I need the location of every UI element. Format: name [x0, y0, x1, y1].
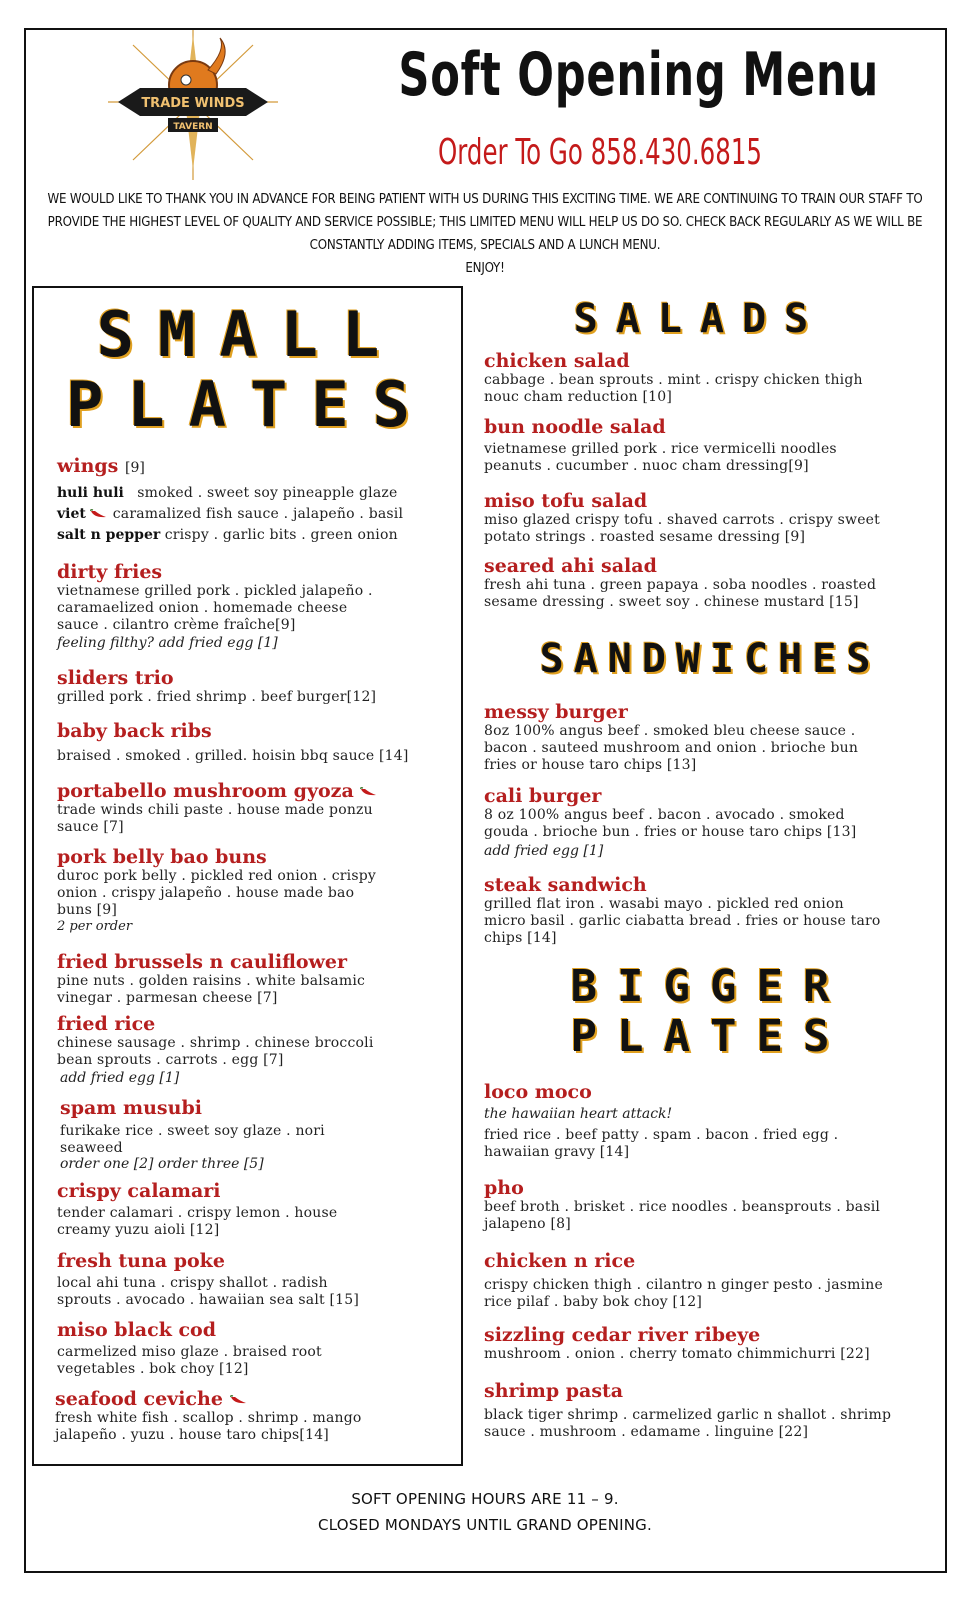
item-name: sizzling cedar river ribeye — [484, 1324, 761, 1346]
salads-title: SALADS — [573, 296, 827, 342]
menu-item-miso-tofu-salad — [484, 490, 934, 546]
item-name: portabello mushroom gyoza — [57, 780, 354, 802]
item-desc: tender calamari . crispy lemon . house — [57, 1205, 338, 1221]
menu-item-shrimp-pasta — [484, 1380, 934, 1441]
menu-item-seared-ahi-salad — [484, 555, 934, 611]
intro-line: ENJOY! — [465, 261, 505, 276]
item-desc: crispy . garlic bits . green onion — [164, 527, 398, 543]
item-desc: nouc cham reduction [10] — [484, 389, 673, 405]
item-desc: miso glazed crispy tofu . shaved carrots . crispy sweet — [484, 512, 880, 528]
title-line: PLATES — [570, 1011, 850, 1062]
menu-item-ceviche — [55, 1388, 455, 1444]
item-desc: buns [9] — [57, 902, 118, 918]
item-name: shrimp pasta — [484, 1380, 624, 1402]
item-desc: vinegar . parmesan cheese [7] — [57, 990, 278, 1006]
menu-item-dirty-fries — [57, 561, 457, 652]
item-name: sliders trio — [57, 667, 174, 689]
item-desc: peanuts . cucumber . nuoc cham dressing[9] — [484, 458, 809, 474]
trade-winds-logo — [108, 30, 278, 180]
item-desc: micro basil . garlic ciabatta bread . fries or house taro — [484, 913, 881, 929]
item-name: bun noodle salad — [484, 416, 666, 438]
item-desc: furikake rice . sweet soy glaze . nori — [60, 1123, 325, 1139]
chili-pepper-icon — [230, 1395, 248, 1405]
menu-item-chicken-salad — [484, 350, 934, 406]
title-line: BIGGER — [570, 961, 850, 1012]
chili-pepper-icon — [90, 509, 108, 519]
menu-item-steak-sandwich — [484, 874, 934, 947]
menu-item-black-cod — [57, 1319, 457, 1378]
footer-line: CLOSED MONDAYS UNTIL GRAND OPENING. — [318, 1516, 652, 1534]
item-desc: grilled flat iron . wasabi mayo . pickled red onion — [484, 896, 844, 912]
item-desc: seaweed — [60, 1140, 123, 1156]
wing-style-label: salt n pepper — [57, 527, 161, 543]
item-note: the hawaiian heart attack! — [484, 1106, 673, 1122]
menu-item-calamari — [57, 1180, 457, 1239]
item-desc: gouda . brioche bun . fries or house taro chips [13] — [484, 824, 857, 840]
item-desc: vietnamese grilled pork . rice vermicelli noodles — [484, 441, 837, 457]
item-desc: fresh ahi tuna . green papaya . soba noodles . roasted — [484, 577, 877, 593]
item-desc: grilled pork . fried shrimp . beef burger[12] — [57, 689, 377, 705]
item-desc: vietnamese grilled pork . pickled jalapeño . — [57, 583, 373, 599]
intro-line: PROVIDE THE HIGHEST LEVEL OF QUALITY AND SERVICE POSSIBLE; THIS LIMITED MENU WILL HELP US DO SO. CHECK BACK REGULARLY AS WE WILL BE — [47, 215, 923, 230]
item-desc: chinese sausage . shrimp . chinese broccoli — [57, 1035, 374, 1051]
menu-item-messy-burger — [484, 701, 934, 774]
item-desc: carmelized miso glaze . braised root — [57, 1344, 322, 1360]
intro-text — [40, 188, 930, 280]
intro-line: CONSTANTLY ADDING ITEMS, SPECIALS AND A LUNCH MENU. — [309, 238, 661, 253]
title-line: PLATES — [66, 368, 434, 441]
menu-item-ribeye — [484, 1324, 934, 1363]
item-name: seafood ceviche — [55, 1388, 223, 1410]
footer-line: SOFT OPENING HOURS ARE 11 – 9. — [351, 1490, 619, 1508]
item-note: add fried egg [1] — [484, 843, 604, 859]
item-desc: rice pilaf . baby bok choy [12] — [484, 1294, 703, 1310]
item-desc: sauce . mushroom . edamame . linguine [22] — [484, 1424, 809, 1440]
menu-item-poke — [57, 1250, 457, 1309]
menu-item-loco-moco — [484, 1081, 934, 1161]
item-desc: fresh white fish . scallop . shrimp . mango — [55, 1410, 362, 1426]
item-name: fried rice — [57, 1013, 156, 1035]
logo-subtext: TAVERN — [173, 122, 213, 132]
item-desc: sauce . cilantro crème fraîche[9] — [57, 617, 296, 633]
order-phone[interactable]: Order To Go 858.430.6815 — [438, 132, 762, 173]
item-desc: fries or house taro chips [13] — [484, 757, 697, 773]
menu-item-spam-musubi — [60, 1097, 460, 1171]
menu-item-gyoza — [57, 780, 457, 836]
item-desc: 8 oz 100% angus beef . bacon . avocado . smoked — [484, 807, 845, 823]
item-name: chicken salad — [484, 350, 630, 372]
item-desc: cabbage . bean sprouts . mint . crispy chicken thigh — [484, 372, 863, 388]
menu-item-ribs — [57, 720, 457, 765]
item-desc: crispy chicken thigh . cilantro n ginger pesto . jasmine — [484, 1277, 884, 1293]
page-title: Soft Opening Menu — [398, 40, 879, 110]
menu-item-chicken-n-rice — [484, 1250, 934, 1311]
item-desc: mushroom . onion . cherry tomato chimmichurri [22] — [484, 1346, 870, 1362]
item-desc: hawaiian gravy [14] — [484, 1144, 630, 1160]
item-name: loco moco — [484, 1081, 592, 1103]
item-desc: potato strings . roasted sesame dressing [9] — [484, 529, 806, 545]
item-name: spam musubi — [60, 1097, 202, 1119]
item-desc: black tiger shrimp . carmelized garlic n shallot . shrimp — [484, 1407, 892, 1423]
menu-item-bao — [57, 846, 457, 935]
item-name: messy burger — [484, 701, 628, 723]
item-desc: sesame dressing . sweet soy . chinese mustard [15] — [484, 594, 859, 610]
item-desc: 8oz 100% angus beef . smoked bleu cheese sauce . — [484, 723, 856, 739]
item-name: steak sandwich — [484, 874, 647, 896]
item-name: miso black cod — [57, 1319, 216, 1341]
title-line: SMALL — [96, 298, 404, 371]
item-desc: creamy yuzu aioli [12] — [57, 1222, 220, 1238]
menu-item-wings — [57, 455, 457, 546]
item-desc: caramalized fish sauce . jalapeño . basil — [112, 506, 404, 522]
item-desc: smoked . sweet soy pineapple glaze — [137, 485, 398, 501]
item-name: pho — [484, 1177, 524, 1199]
wing-style-label: huli huli — [57, 485, 124, 501]
item-desc: vegetables . bok choy [12] — [57, 1361, 249, 1377]
item-desc: bacon . sauteed mushroom and onion . brioche bun — [484, 740, 859, 756]
item-desc: chips [14] — [484, 930, 557, 946]
item-name: pork belly bao buns — [57, 846, 267, 868]
item-name: fried brussels n cauliflower — [57, 951, 348, 973]
item-note: add fried egg [1] — [60, 1070, 180, 1086]
item-desc: jalapeño . yuzu . house taro chips[14] — [55, 1427, 329, 1443]
item-name: dirty fries — [57, 561, 163, 583]
item-name: crispy calamari — [57, 1180, 221, 1202]
menu-item-bun-noodle-salad — [484, 416, 934, 475]
item-desc: duroc pork belly . pickled red onion . crispy — [57, 868, 376, 884]
menu-item-fried-rice — [57, 1013, 457, 1087]
menu-item-sliders — [57, 667, 457, 706]
item-name: cali burger — [484, 785, 602, 807]
item-desc: trade winds chili paste . house made ponzu — [57, 802, 373, 818]
item-desc: bean sprouts . carrots . egg [7] — [57, 1052, 284, 1068]
item-desc: sprouts . avocado . hawaiian sea salt [15] — [57, 1292, 360, 1308]
item-desc: jalapeno [8] — [484, 1216, 571, 1232]
item-desc: onion . crispy jalapeño . house made bao — [57, 885, 355, 901]
menu-item-pho — [484, 1177, 934, 1233]
item-desc: pine nuts . golden raisins . white balsamic — [57, 973, 366, 989]
wing-style-label: viet — [57, 506, 86, 522]
item-desc: caramaelized onion . homemade cheese — [57, 600, 348, 616]
menu-item-cali-burger — [484, 785, 934, 860]
chili-pepper-icon — [360, 787, 378, 797]
item-note: 2 per order — [57, 919, 133, 934]
item-desc: fried rice . beef patty . spam . bacon . fried egg . — [484, 1127, 839, 1143]
item-desc: braised . smoked . grilled. hoisin bbq sauce [14] — [57, 748, 409, 764]
item-name: miso tofu salad — [484, 490, 648, 512]
bigger-plates-title — [560, 962, 860, 1062]
logo-text: TRADE WINDS — [141, 96, 245, 111]
item-name: chicken n rice — [484, 1250, 636, 1272]
item-note: feeling filthy? add fried egg [1] — [57, 635, 278, 651]
hours-footer — [200, 1486, 770, 1538]
item-note: order one [2] order three [5] — [60, 1156, 264, 1172]
item-desc: local ahi tuna . crispy shallot . radish — [57, 1275, 328, 1291]
item-name: wings — [57, 455, 119, 477]
item-name: baby back ribs — [57, 720, 212, 742]
item-name: fresh tuna poke — [57, 1250, 225, 1272]
item-name: seared ahi salad — [484, 555, 657, 577]
intro-line: WE WOULD LIKE TO THANK YOU IN ADVANCE FOR BEING PATIENT WITH US DURING THIS EXCITING TIME. WE ARE CONTINUING TO TRAIN OUR STAFF TO — [47, 192, 923, 207]
item-desc: sauce [7] — [57, 819, 124, 835]
sandwiches-title: SANDWICHES — [539, 636, 881, 682]
menu-item-brussels — [57, 951, 457, 1007]
item-desc: beef broth . brisket . rice noodles . beansprouts . basil — [484, 1199, 881, 1215]
item-price: [9] — [125, 460, 145, 476]
small-plates-title — [60, 300, 440, 440]
